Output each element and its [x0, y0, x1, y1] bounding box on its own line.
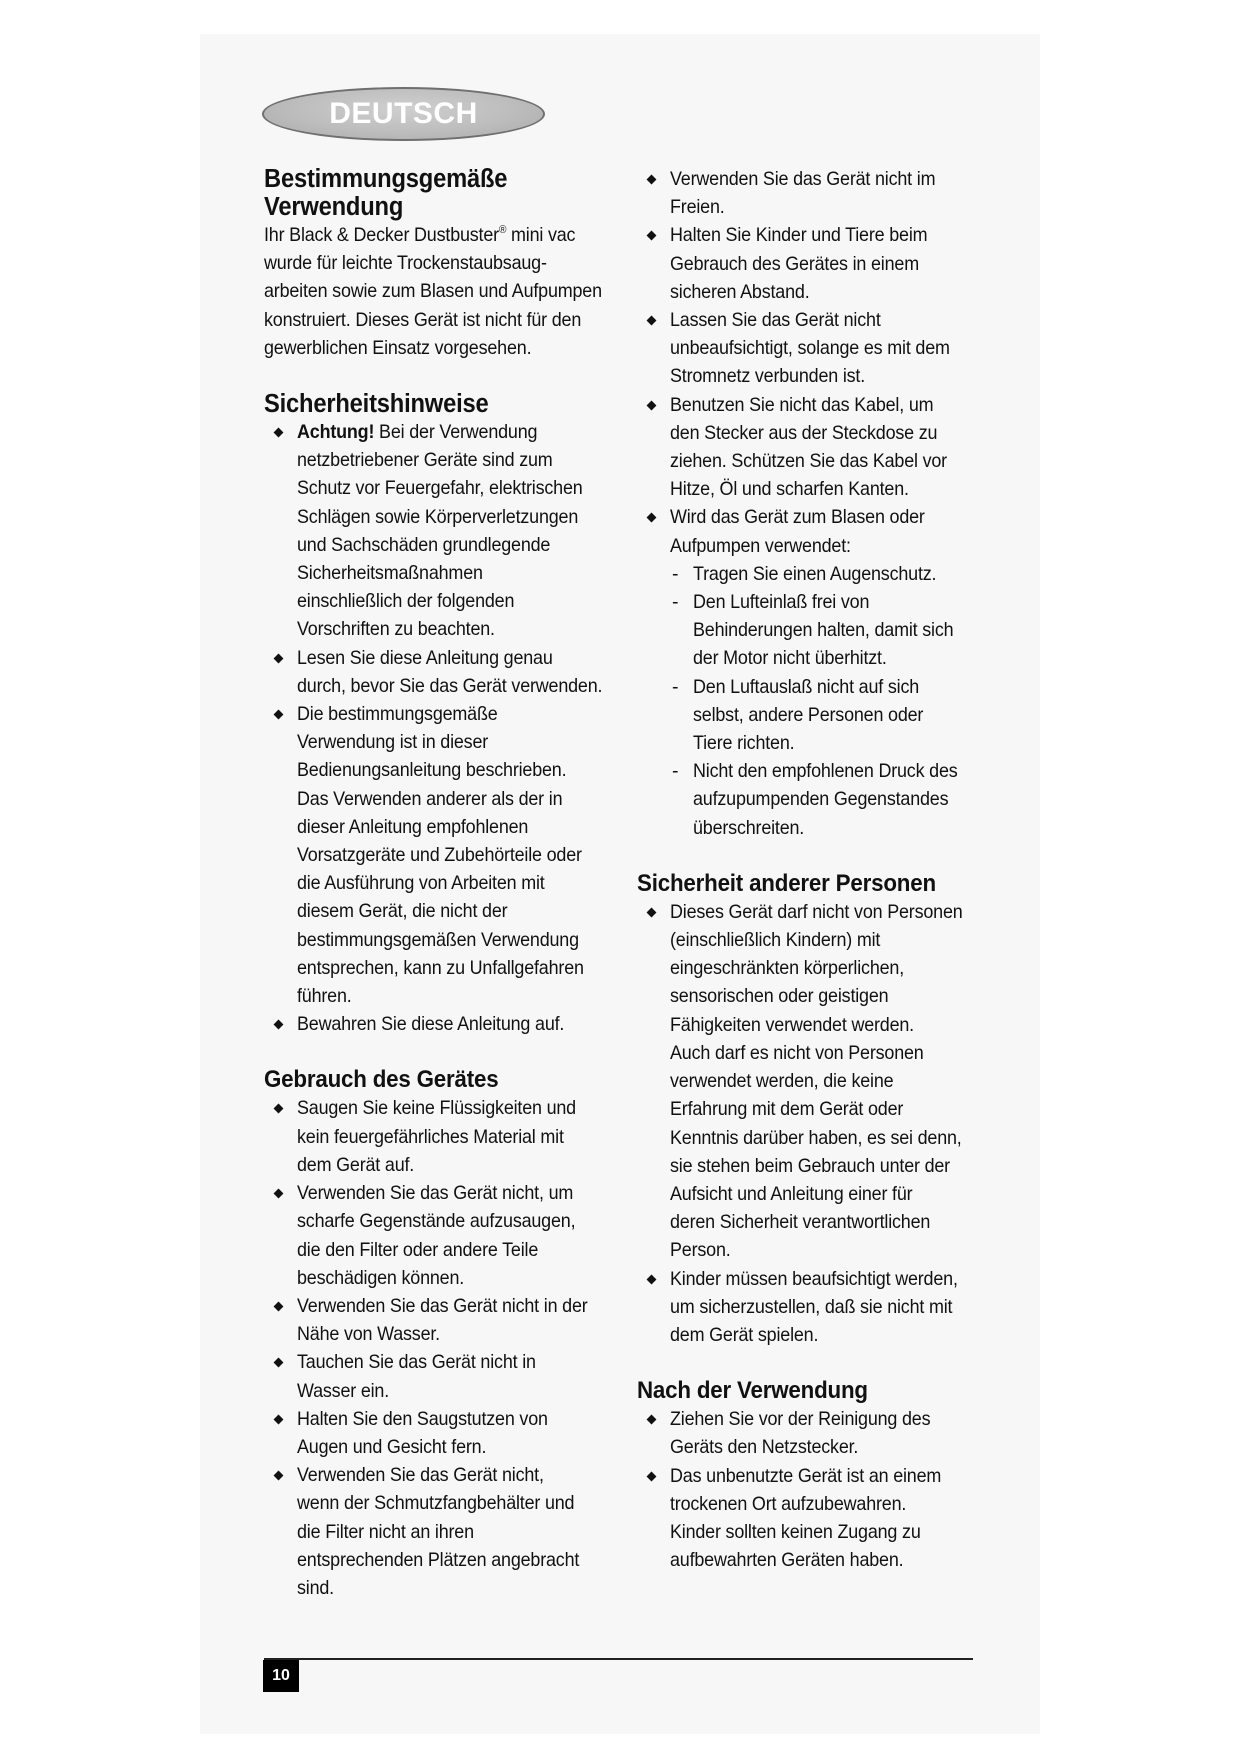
text-line: sind.	[297, 1576, 334, 1599]
sublist-item	[637, 588, 997, 673]
text-line: Nicht den empfohlenen Druck des	[693, 760, 958, 783]
section-others-safety	[637, 870, 997, 1349]
section-safety	[264, 390, 639, 1038]
text-line: aufzupumpenden Gegenstandes	[693, 788, 949, 811]
diamond-bullet-icon	[274, 710, 284, 720]
text-line: die Filter nicht an ihren	[297, 1520, 474, 1543]
list-item	[637, 1462, 997, 1575]
others-safety-list	[637, 898, 997, 1349]
text-line: arbeiten sowie zum Blasen und Aufpumpen	[264, 280, 602, 303]
text-line: diesem Gerät, die nicht der	[297, 900, 508, 923]
text-line: und Sachschäden grundlegende	[297, 533, 551, 556]
list-item	[637, 898, 997, 1265]
text-line: Tiere richten.	[693, 732, 795, 755]
usage-continued-list	[637, 165, 997, 560]
page-number: 10	[263, 1660, 299, 1692]
text-line: Lesen Sie diese Anleitung genau	[297, 646, 553, 669]
text-line: Stromnetz verbunden ist.	[670, 365, 866, 388]
text-line: eingeschränkten körperlichen,	[670, 957, 905, 980]
text-line: scharfe Gegenstände aufzusaugen,	[297, 1210, 576, 1233]
intended-use-heading-line2: Verwendung	[264, 193, 404, 221]
text-line: den Stecker aus der Steckdose zu	[670, 421, 938, 444]
text-line: Fähigkeiten verwendet werden.	[670, 1013, 914, 1036]
text-line: die den Filter oder andere Teile	[297, 1238, 539, 1261]
diamond-bullet-icon	[274, 653, 284, 663]
list-item	[264, 1292, 639, 1348]
text-line: Augen und Gesicht fern.	[297, 1435, 487, 1458]
text-line: Aufsicht und Anleitung einer für	[670, 1182, 913, 1205]
text-line: sensorischen oder geistigen	[670, 985, 889, 1008]
sublist-item	[637, 673, 997, 758]
text-line: dem Gerät auf.	[297, 1153, 415, 1176]
text-line: Verwendung ist in dieser	[297, 731, 489, 754]
text-line: Hitze, Öl und scharfen Kanten.	[670, 478, 909, 501]
diamond-bullet-icon	[647, 907, 657, 917]
list-item	[637, 1265, 997, 1350]
section-after-use	[637, 1377, 997, 1574]
intended-use-text	[264, 221, 639, 362]
text-line: sicheren Abstand.	[670, 280, 810, 303]
text-line: Freien.	[670, 196, 725, 219]
text-line: netzbetriebener Geräte sind zum	[297, 449, 553, 472]
diamond-bullet-icon	[647, 1415, 657, 1425]
section-usage	[264, 1066, 639, 1602]
text-line: Achtung! Bei der Verwendung	[297, 421, 538, 444]
text-line: Behinderungen halten, damit sich	[693, 619, 954, 642]
text-line: Nähe von Wasser.	[297, 1323, 440, 1346]
text-line: Bedienungsanleitung beschrieben.	[297, 759, 567, 782]
sublist-item	[637, 560, 997, 588]
text-line: Saugen Sie keine Flüssigkeiten und	[297, 1097, 576, 1120]
text-line: bestimmungsgemäßen Verwendung	[297, 928, 579, 951]
diamond-bullet-icon	[647, 1471, 657, 1481]
text-line: Bewahren Sie diese Anleitung auf.	[297, 1013, 565, 1036]
text-line: Gebrauch des Gerätes in einem	[670, 252, 919, 275]
text-line: die Ausführung von Arbeiten mit	[297, 872, 545, 895]
list-item	[264, 1348, 639, 1404]
text-line: Verwenden Sie das Gerät nicht,	[297, 1464, 544, 1487]
text-line: entsprechen, kann zu Unfallgefahren	[297, 956, 584, 979]
intended-use-heading-line1: Bestimmungsgemäße	[264, 165, 508, 193]
language-label: DEUTSCH	[329, 97, 478, 130]
text-line: konstruiert. Dieses Gerät ist nicht für den	[264, 308, 582, 331]
registered-mark: ®	[498, 224, 507, 236]
text-line: Schlägen sowie Körperverletzungen	[297, 505, 579, 528]
text-line: deren Sicherheit verantwortlichen	[670, 1211, 931, 1234]
text-line: Erfahrung mit dem Gerät oder	[670, 1098, 904, 1121]
text-line: Vorsatzgeräte und Zubehörteile oder	[297, 844, 582, 867]
after-use-heading: Nach der Verwendung	[637, 1377, 868, 1405]
text-line: Auch darf es nicht von Personen	[670, 1041, 924, 1064]
list-item	[264, 1405, 639, 1461]
text-line: (einschließlich Kindern) mit	[670, 929, 881, 952]
text-line: unbeaufsichtigt, solange es mit dem	[670, 337, 950, 360]
text-line: gewerblichen Einsatz vorgesehen.	[264, 336, 532, 359]
text-line: Verwenden Sie das Gerät nicht im	[670, 168, 936, 190]
diamond-bullet-icon	[274, 1471, 284, 1481]
text-line: sie stehen beim Gebrauch unter der	[670, 1154, 950, 1177]
text-line: Person.	[670, 1239, 731, 1262]
list-item	[264, 644, 639, 700]
text-line: Ziehen Sie vor der Reinigung des	[670, 1408, 931, 1431]
text-line: Aufpumpen verwendet:	[670, 534, 851, 557]
right-column	[637, 165, 997, 1574]
diamond-bullet-icon	[647, 400, 657, 410]
usage-heading: Gebrauch des Gerätes	[264, 1066, 499, 1094]
text-line: dem Gerät spielen.	[670, 1323, 819, 1346]
text-line: der Motor nicht überhitzt.	[693, 647, 887, 670]
text-line: führen.	[297, 985, 352, 1008]
text-line: Schutz vor Feuergefahr, elektrischen	[297, 477, 583, 500]
diamond-bullet-icon	[274, 1358, 284, 1368]
after-use-list	[637, 1405, 997, 1574]
diamond-bullet-icon	[274, 1020, 284, 1030]
others-safety-heading: Sicherheit anderer Personen	[637, 869, 936, 897]
warning-label: Achtung!	[297, 421, 375, 444]
diamond-bullet-icon	[647, 316, 657, 326]
list-item	[637, 306, 997, 391]
text-line: Den Luftauslaß nicht auf sich	[693, 675, 920, 698]
list-item	[264, 700, 639, 1010]
text-line: wurde für leichte Trockenstaubsaug-	[264, 252, 547, 275]
text-line: verwendet werden, die keine	[670, 1070, 894, 1093]
list-item	[637, 1405, 997, 1461]
diamond-bullet-icon	[647, 231, 657, 241]
diamond-bullet-icon	[274, 1104, 284, 1114]
text-line: dieser Anleitung empfohlenen	[297, 815, 529, 838]
section-intended-use	[264, 165, 639, 362]
diamond-bullet-icon	[647, 513, 657, 523]
diamond-bullet-icon	[647, 1274, 657, 1284]
list-item	[637, 221, 997, 306]
dash-bullet-icon: -	[672, 675, 679, 698]
dash-bullet-icon: -	[672, 562, 679, 585]
text-line: Das unbenutzte Gerät ist an einem	[670, 1464, 942, 1487]
text-line: Halten Sie Kinder und Tiere beim	[670, 224, 928, 247]
list-item	[264, 1094, 639, 1179]
language-tab	[262, 87, 545, 141]
text-line: Halten Sie den Saugstutzen von	[297, 1407, 548, 1430]
list-item	[264, 1461, 639, 1602]
text-line: Dieses Gerät darf nicht von Personen	[670, 900, 963, 923]
text-line: wenn der Schmutzfangbehälter und	[297, 1492, 575, 1515]
text-line: Kinder sollten keinen Zugang zu	[670, 1520, 921, 1543]
diamond-bullet-icon	[274, 1301, 284, 1311]
text-line: Tragen Sie einen Augenschutz.	[693, 562, 937, 585]
diamond-bullet-icon	[274, 1414, 284, 1424]
footer-rule	[264, 1658, 973, 1660]
list-item	[264, 1179, 639, 1292]
text-line: durch, bevor Sie das Gerät verwenden.	[297, 674, 603, 697]
blowing-sublist	[637, 560, 997, 842]
diamond-bullet-icon	[647, 175, 657, 185]
text-line: aufbewahrten Geräten haben.	[670, 1549, 904, 1572]
dash-bullet-icon: -	[672, 760, 679, 783]
text-line: Lassen Sie das Gerät nicht	[670, 309, 881, 332]
text-line: Ihr Black & Decker Dustbuster® mini vac	[264, 224, 576, 246]
list-item	[637, 503, 997, 559]
usage-list	[264, 1094, 639, 1602]
text-line: Das Verwenden anderer als der in	[297, 787, 563, 810]
safety-list	[264, 418, 639, 1038]
sublist-item	[637, 757, 997, 842]
text-line: Verwenden Sie das Gerät nicht, um	[297, 1182, 574, 1205]
text-line: um sicherzustellen, daß sie nicht mit	[670, 1295, 953, 1318]
text-line: Vorschriften zu beachten.	[297, 618, 495, 641]
text-line: Die bestimmungsgemäße	[297, 703, 498, 726]
safety-heading: Sicherheitshinweise	[264, 390, 489, 419]
text-line: Benutzen Sie nicht das Kabel, um	[670, 393, 934, 416]
text-line: Wird das Gerät zum Blasen oder	[670, 506, 925, 529]
diamond-bullet-icon	[274, 1189, 284, 1199]
section-usage-continued	[637, 165, 997, 842]
text-line: ziehen. Schützen Sie das Kabel vor	[670, 450, 947, 473]
left-column	[264, 165, 639, 1602]
text-line: beschädigen können.	[297, 1266, 465, 1289]
list-item	[264, 418, 639, 644]
text-line: Tauchen Sie das Gerät nicht in	[297, 1351, 536, 1374]
list-item	[637, 391, 997, 504]
text-line: überschreiten.	[693, 816, 805, 839]
text-line: Den Lufteinlaß frei von	[693, 591, 870, 614]
text-line: Geräts den Netzstecker.	[670, 1436, 859, 1459]
text-line: Kinder müssen beaufsichtigt werden,	[670, 1267, 958, 1290]
text-line: trockenen Ort aufzubewahren.	[670, 1492, 907, 1515]
text-line: Wasser ein.	[297, 1379, 390, 1402]
dash-bullet-icon: -	[672, 591, 679, 614]
text-line: Verwenden Sie das Gerät nicht in der	[297, 1294, 588, 1317]
list-item	[637, 165, 997, 221]
list-item	[264, 1010, 639, 1038]
text-line: selbst, andere Personen oder	[693, 703, 924, 726]
text-line: entsprechenden Plätzen angebracht	[297, 1548, 580, 1571]
text-line: Kenntnis darüber haben, es sei denn,	[670, 1126, 962, 1149]
text-line: kein feuergefährliches Material mit	[297, 1125, 564, 1148]
text-line: Sicherheitsmaßnahmen	[297, 562, 483, 585]
diamond-bullet-icon	[274, 428, 284, 438]
text-line: einschließlich der folgenden	[297, 590, 515, 613]
